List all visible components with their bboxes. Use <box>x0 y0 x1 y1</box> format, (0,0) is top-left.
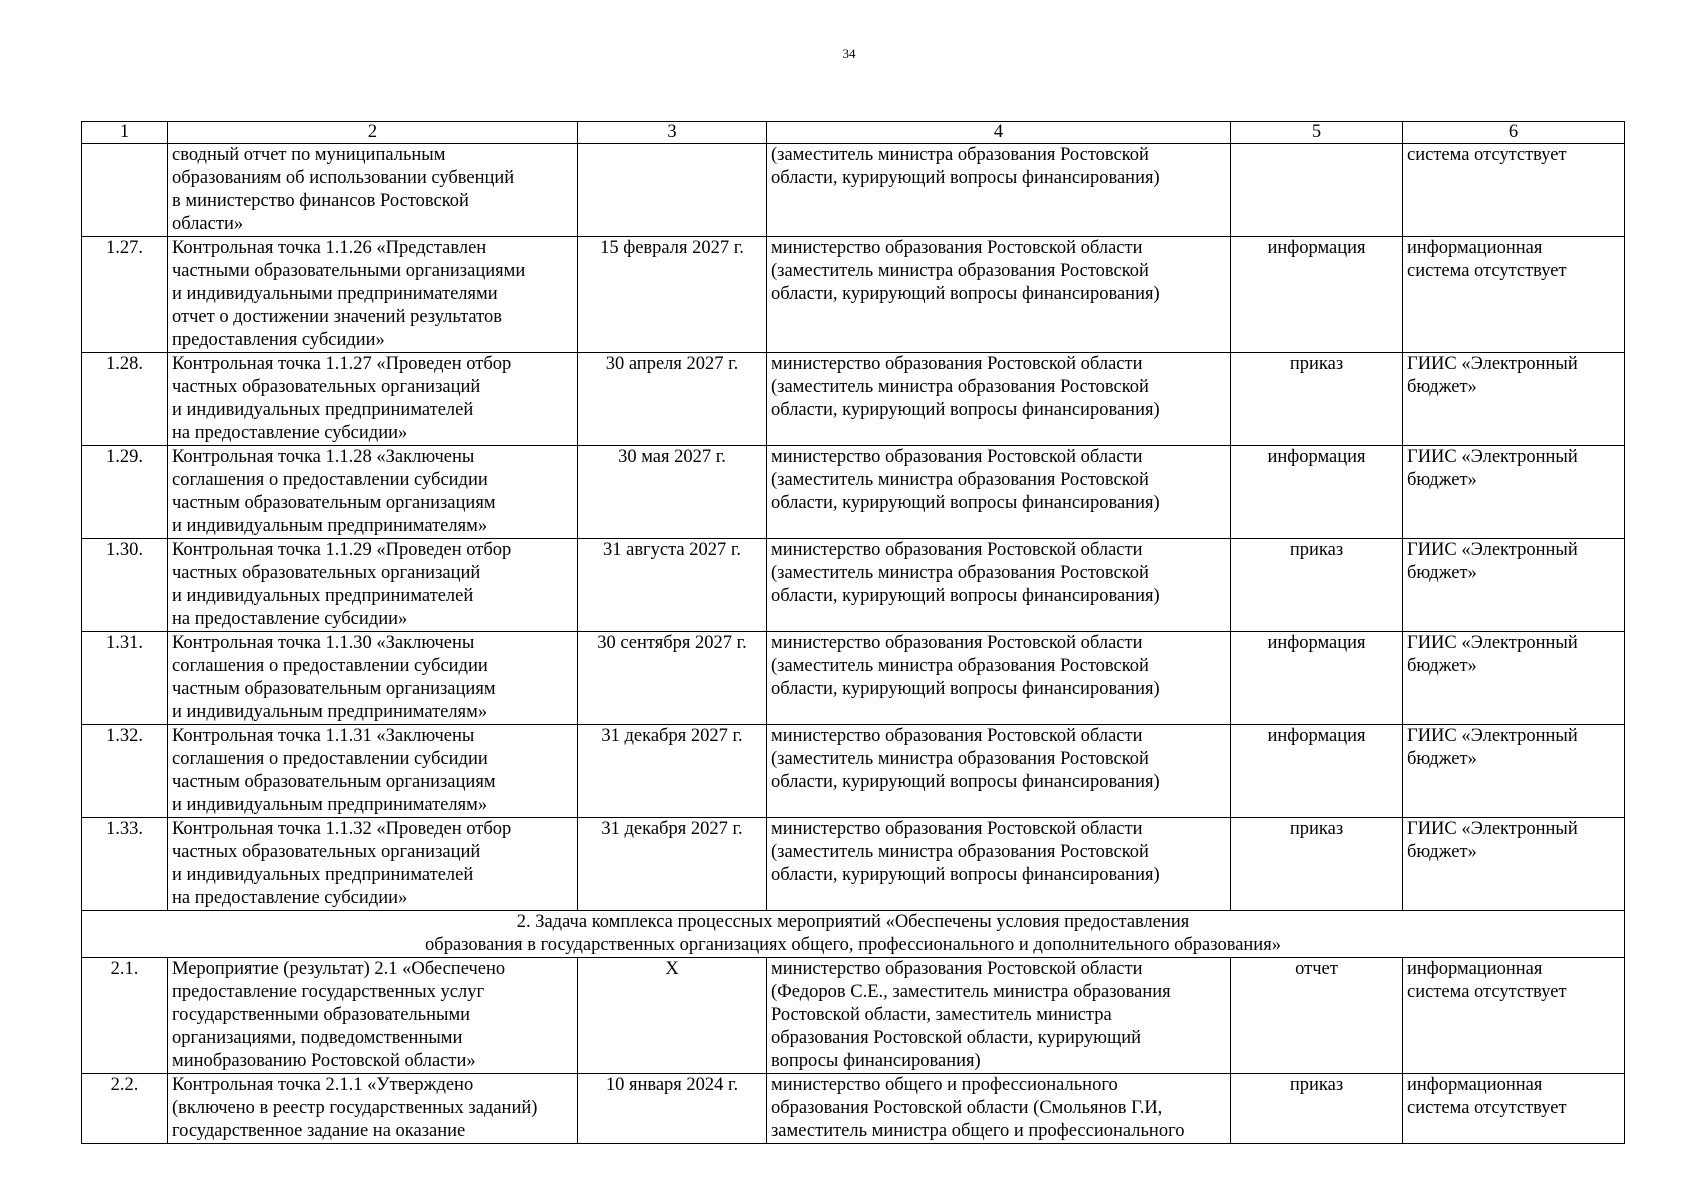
table-row <box>82 237 1625 353</box>
due-date <box>578 144 767 237</box>
column-header: 3 <box>578 122 767 144</box>
section-heading-line: 2. Задача комплекса процессных мероприятий «Обеспечены условия предоставления <box>516 912 1190 932</box>
event-name-line: Контрольная точка 2.1.1 «Утверждено <box>172 1075 474 1095</box>
section-row <box>82 911 1625 958</box>
due-date: 10 января 2024 г. <box>578 1074 767 1144</box>
document-type: информация <box>1231 446 1403 539</box>
due-date: Х <box>578 958 767 1074</box>
responsible-executor-line: (заместитель министра образования Ростовской <box>771 377 1149 397</box>
responsible-executor-line: (заместитель министра образования Ростовской <box>771 145 1149 165</box>
event-name-line: Контрольная точка 1.1.32 «Проведен отбор <box>172 819 512 839</box>
event-name-line: на предоставление субсидии» <box>172 888 408 908</box>
table-row <box>82 353 1625 446</box>
responsible-executor-line: образования Ростовской области, курирующий <box>771 1028 1142 1048</box>
event-name-line: минобразованию Ростовской области» <box>172 1051 476 1071</box>
responsible-executor-line: области, курирующий вопросы финансирования) <box>771 493 1160 513</box>
responsible-executor-line: министерство образования Ростовской области <box>771 447 1143 467</box>
event-name-line: частными образовательными организациями <box>172 261 526 281</box>
column-header: 5 <box>1231 122 1403 144</box>
responsible-executor-line: области, курирующий вопросы финансирования) <box>771 284 1160 304</box>
responsible-executor-line: (заместитель министра образования Ростовской <box>771 656 1149 676</box>
responsible-executor-line: образования Ростовской области (Смольянов Г.И, <box>771 1098 1163 1118</box>
event-name <box>168 144 578 237</box>
information-system <box>1403 539 1625 632</box>
responsible-executor-line: (Федоров С.Е., заместитель министра образования <box>771 982 1171 1002</box>
document-type <box>1231 144 1403 237</box>
information-system <box>1403 446 1625 539</box>
due-date: 15 февраля 2027 г. <box>578 237 767 353</box>
event-name <box>168 237 578 353</box>
information-system-line: система отсутствует <box>1407 261 1567 281</box>
responsible-executor-line: (заместитель министра образования Ростовской <box>771 563 1149 583</box>
event-name-line: частным образовательным организациям <box>172 772 496 792</box>
event-name-line: на предоставление субсидии» <box>172 609 408 629</box>
document-type: информация <box>1231 237 1403 353</box>
information-system-line: ГИИС «Электронный <box>1407 354 1578 374</box>
event-name-line: и индивидуальных предпринимателей <box>172 865 474 885</box>
table-row <box>82 144 1625 237</box>
event-name-line: Контрольная точка 1.1.30 «Заключены <box>172 633 475 653</box>
responsible-executor-line: министерство общего и профессионального <box>771 1075 1118 1095</box>
column-number-row <box>82 122 1625 144</box>
information-system <box>1403 1074 1625 1144</box>
information-system <box>1403 818 1625 911</box>
information-system-line: информационная <box>1407 1075 1543 1095</box>
document-type: приказ <box>1231 1074 1403 1144</box>
event-name <box>168 958 578 1074</box>
responsible-executor-line: области, курирующий вопросы финансирования) <box>771 772 1160 792</box>
event-name-line: частных образовательных организаций <box>172 563 481 583</box>
responsible-executor <box>767 725 1231 818</box>
information-system <box>1403 958 1625 1074</box>
document-type: приказ <box>1231 818 1403 911</box>
event-name <box>168 1074 578 1144</box>
event-name-line: частным образовательным организациям <box>172 493 496 513</box>
page-number: 34 <box>842 46 856 61</box>
event-name-line: (включено в реестр государственных заданий) <box>172 1098 538 1118</box>
document-type: отчет <box>1231 958 1403 1074</box>
information-system-line: система отсутствует <box>1407 1098 1567 1118</box>
information-system-line: ГИИС «Электронный <box>1407 447 1578 467</box>
table-row <box>82 632 1625 725</box>
event-name <box>168 539 578 632</box>
control-points-table <box>81 121 1625 1144</box>
responsible-executor-line: министерство образования Ростовской области <box>771 354 1143 374</box>
responsible-executor-line: области, курирующий вопросы финансирования) <box>771 865 1160 885</box>
event-name-line: Контрольная точка 1.1.29 «Проведен отбор <box>172 540 512 560</box>
responsible-executor-line: (заместитель министра образования Ростовской <box>771 470 1149 490</box>
due-date: 31 декабря 2027 г. <box>578 725 767 818</box>
responsible-executor-line: области, курирующий вопросы финансирования) <box>771 168 1160 188</box>
responsible-executor-line: области, курирующий вопросы финансирования) <box>771 586 1160 606</box>
information-system-line: система отсутствует <box>1407 982 1567 1002</box>
information-system-line: информационная <box>1407 959 1543 979</box>
row-number: 2.2. <box>82 1074 168 1144</box>
responsible-executor-line: области, курирующий вопросы финансирования) <box>771 400 1160 420</box>
event-name-line: Контрольная точка 1.1.26 «Представлен <box>172 238 487 258</box>
due-date: 31 августа 2027 г. <box>578 539 767 632</box>
event-name-line: частным образовательным организациям <box>172 679 496 699</box>
document-type: приказ <box>1231 353 1403 446</box>
event-name-line: соглашения о предоставлении субсидии <box>172 656 488 676</box>
responsible-executor <box>767 144 1231 237</box>
due-date: 30 апреля 2027 г. <box>578 353 767 446</box>
row-number: 1.30. <box>82 539 168 632</box>
event-name-line: и индивидуальных предпринимателей <box>172 586 474 606</box>
event-name <box>168 725 578 818</box>
table-row <box>82 958 1625 1074</box>
event-name <box>168 818 578 911</box>
row-number: 1.28. <box>82 353 168 446</box>
responsible-executor-line: заместитель министра общего и профессионального <box>771 1121 1185 1141</box>
responsible-executor <box>767 1074 1231 1144</box>
information-system-line: ГИИС «Электронный <box>1407 540 1578 560</box>
row-number: 1.29. <box>82 446 168 539</box>
event-name <box>168 353 578 446</box>
responsible-executor-line: (заместитель министра образования Ростовской <box>771 842 1149 862</box>
due-date: 30 мая 2027 г. <box>578 446 767 539</box>
responsible-executor <box>767 632 1231 725</box>
event-name-line: частных образовательных организаций <box>172 842 481 862</box>
event-name-line: предоставление государственных услуг <box>172 982 485 1002</box>
section-heading-line: образования в государственных организациях общего, профессионального и дополнительного образования» <box>425 935 1281 955</box>
event-name-line: и индивидуальными предпринимателями <box>172 284 498 304</box>
event-name-line: области» <box>172 214 244 234</box>
information-system-line: бюджет» <box>1407 749 1477 769</box>
responsible-executor-line: министерство образования Ростовской области <box>771 726 1143 746</box>
event-name-line: организациями, подведомственными <box>172 1028 463 1048</box>
table-row <box>82 446 1625 539</box>
event-name-line: соглашения о предоставлении субсидии <box>172 470 488 490</box>
information-system <box>1403 237 1625 353</box>
event-name-line: на предоставление субсидии» <box>172 423 408 443</box>
due-date: 31 декабря 2027 г. <box>578 818 767 911</box>
responsible-executor-line: министерство образования Ростовской области <box>771 959 1143 979</box>
responsible-executor-line: области, курирующий вопросы финансирования) <box>771 679 1160 699</box>
event-name-line: государственными образовательными <box>172 1005 471 1025</box>
event-name-line: Контрольная точка 1.1.27 «Проведен отбор <box>172 354 512 374</box>
event-name-line: сводный отчет по муниципальным <box>172 145 446 165</box>
responsible-executor-line: министерство образования Ростовской области <box>771 540 1143 560</box>
responsible-executor-line: министерство образования Ростовской области <box>771 819 1143 839</box>
event-name-line: и индивидуальных предпринимателей <box>172 400 474 420</box>
row-number <box>82 144 168 237</box>
information-system-line: бюджет» <box>1407 377 1477 397</box>
information-system-line: ГИИС «Электронный <box>1407 726 1578 746</box>
event-name-line: и индивидуальным предпринимателям» <box>172 516 488 536</box>
event-name-line: соглашения о предоставлении субсидии <box>172 749 488 769</box>
event-name-line: предоставления субсидии» <box>172 330 385 350</box>
information-system-line: ГИИС «Электронный <box>1407 819 1578 839</box>
event-name <box>168 446 578 539</box>
column-header: 6 <box>1403 122 1625 144</box>
information-system <box>1403 725 1625 818</box>
information-system-line: бюджет» <box>1407 470 1477 490</box>
event-name-line: Контрольная точка 1.1.28 «Заключены <box>172 447 475 467</box>
responsible-executor <box>767 539 1231 632</box>
information-system-line: ГИИС «Электронный <box>1407 633 1578 653</box>
responsible-executor-line: министерство образования Ростовской области <box>771 633 1143 653</box>
event-name-line: в министерство финансов Ростовской <box>172 191 469 211</box>
information-system-line: бюджет» <box>1407 563 1477 583</box>
information-system <box>1403 353 1625 446</box>
due-date: 30 сентября 2027 г. <box>578 632 767 725</box>
information-system <box>1403 632 1625 725</box>
information-system <box>1403 144 1625 237</box>
table-body <box>82 144 1625 1144</box>
information-system-line: система отсутствует <box>1407 145 1567 165</box>
section-heading <box>82 911 1625 958</box>
event-name <box>168 632 578 725</box>
event-name-line: и индивидуальным предпринимателям» <box>172 795 488 815</box>
responsible-executor <box>767 958 1231 1074</box>
event-name-line: и индивидуальным предпринимателям» <box>172 702 488 722</box>
information-system-line: бюджет» <box>1407 842 1477 862</box>
document-type: информация <box>1231 725 1403 818</box>
event-name-line: частных образовательных организаций <box>172 377 481 397</box>
responsible-executor <box>767 237 1231 353</box>
responsible-executor <box>767 446 1231 539</box>
event-name-line: образованиям об использовании субвенций <box>172 168 515 188</box>
responsible-executor <box>767 353 1231 446</box>
document-type: информация <box>1231 632 1403 725</box>
column-header: 2 <box>168 122 578 144</box>
row-number: 2.1. <box>82 958 168 1074</box>
information-system-line: информационная <box>1407 238 1543 258</box>
information-system-line: бюджет» <box>1407 656 1477 676</box>
event-name-line: Мероприятие (результат) 2.1 «Обеспечено <box>172 959 506 979</box>
responsible-executor-line: Ростовской области, заместитель министра <box>771 1005 1112 1025</box>
row-number: 1.31. <box>82 632 168 725</box>
table-row <box>82 725 1625 818</box>
responsible-executor <box>767 818 1231 911</box>
event-name-line: отчет о достижении значений результатов <box>172 307 502 327</box>
responsible-executor-line: вопросы финансирования) <box>771 1051 981 1071</box>
event-name-line: Контрольная точка 1.1.31 «Заключены <box>172 726 475 746</box>
responsible-executor-line: министерство образования Ростовской области <box>771 238 1143 258</box>
table-row <box>82 818 1625 911</box>
table-row <box>82 1074 1625 1144</box>
event-name-line: государственное задание на оказание <box>172 1121 466 1141</box>
document-type: приказ <box>1231 539 1403 632</box>
column-header: 4 <box>767 122 1231 144</box>
responsible-executor-line: (заместитель министра образования Ростовской <box>771 749 1149 769</box>
responsible-executor-line: (заместитель министра образования Ростовской <box>771 261 1149 281</box>
table-row <box>82 539 1625 632</box>
row-number: 1.32. <box>82 725 168 818</box>
row-number: 1.27. <box>82 237 168 353</box>
column-header: 1 <box>82 122 168 144</box>
row-number: 1.33. <box>82 818 168 911</box>
